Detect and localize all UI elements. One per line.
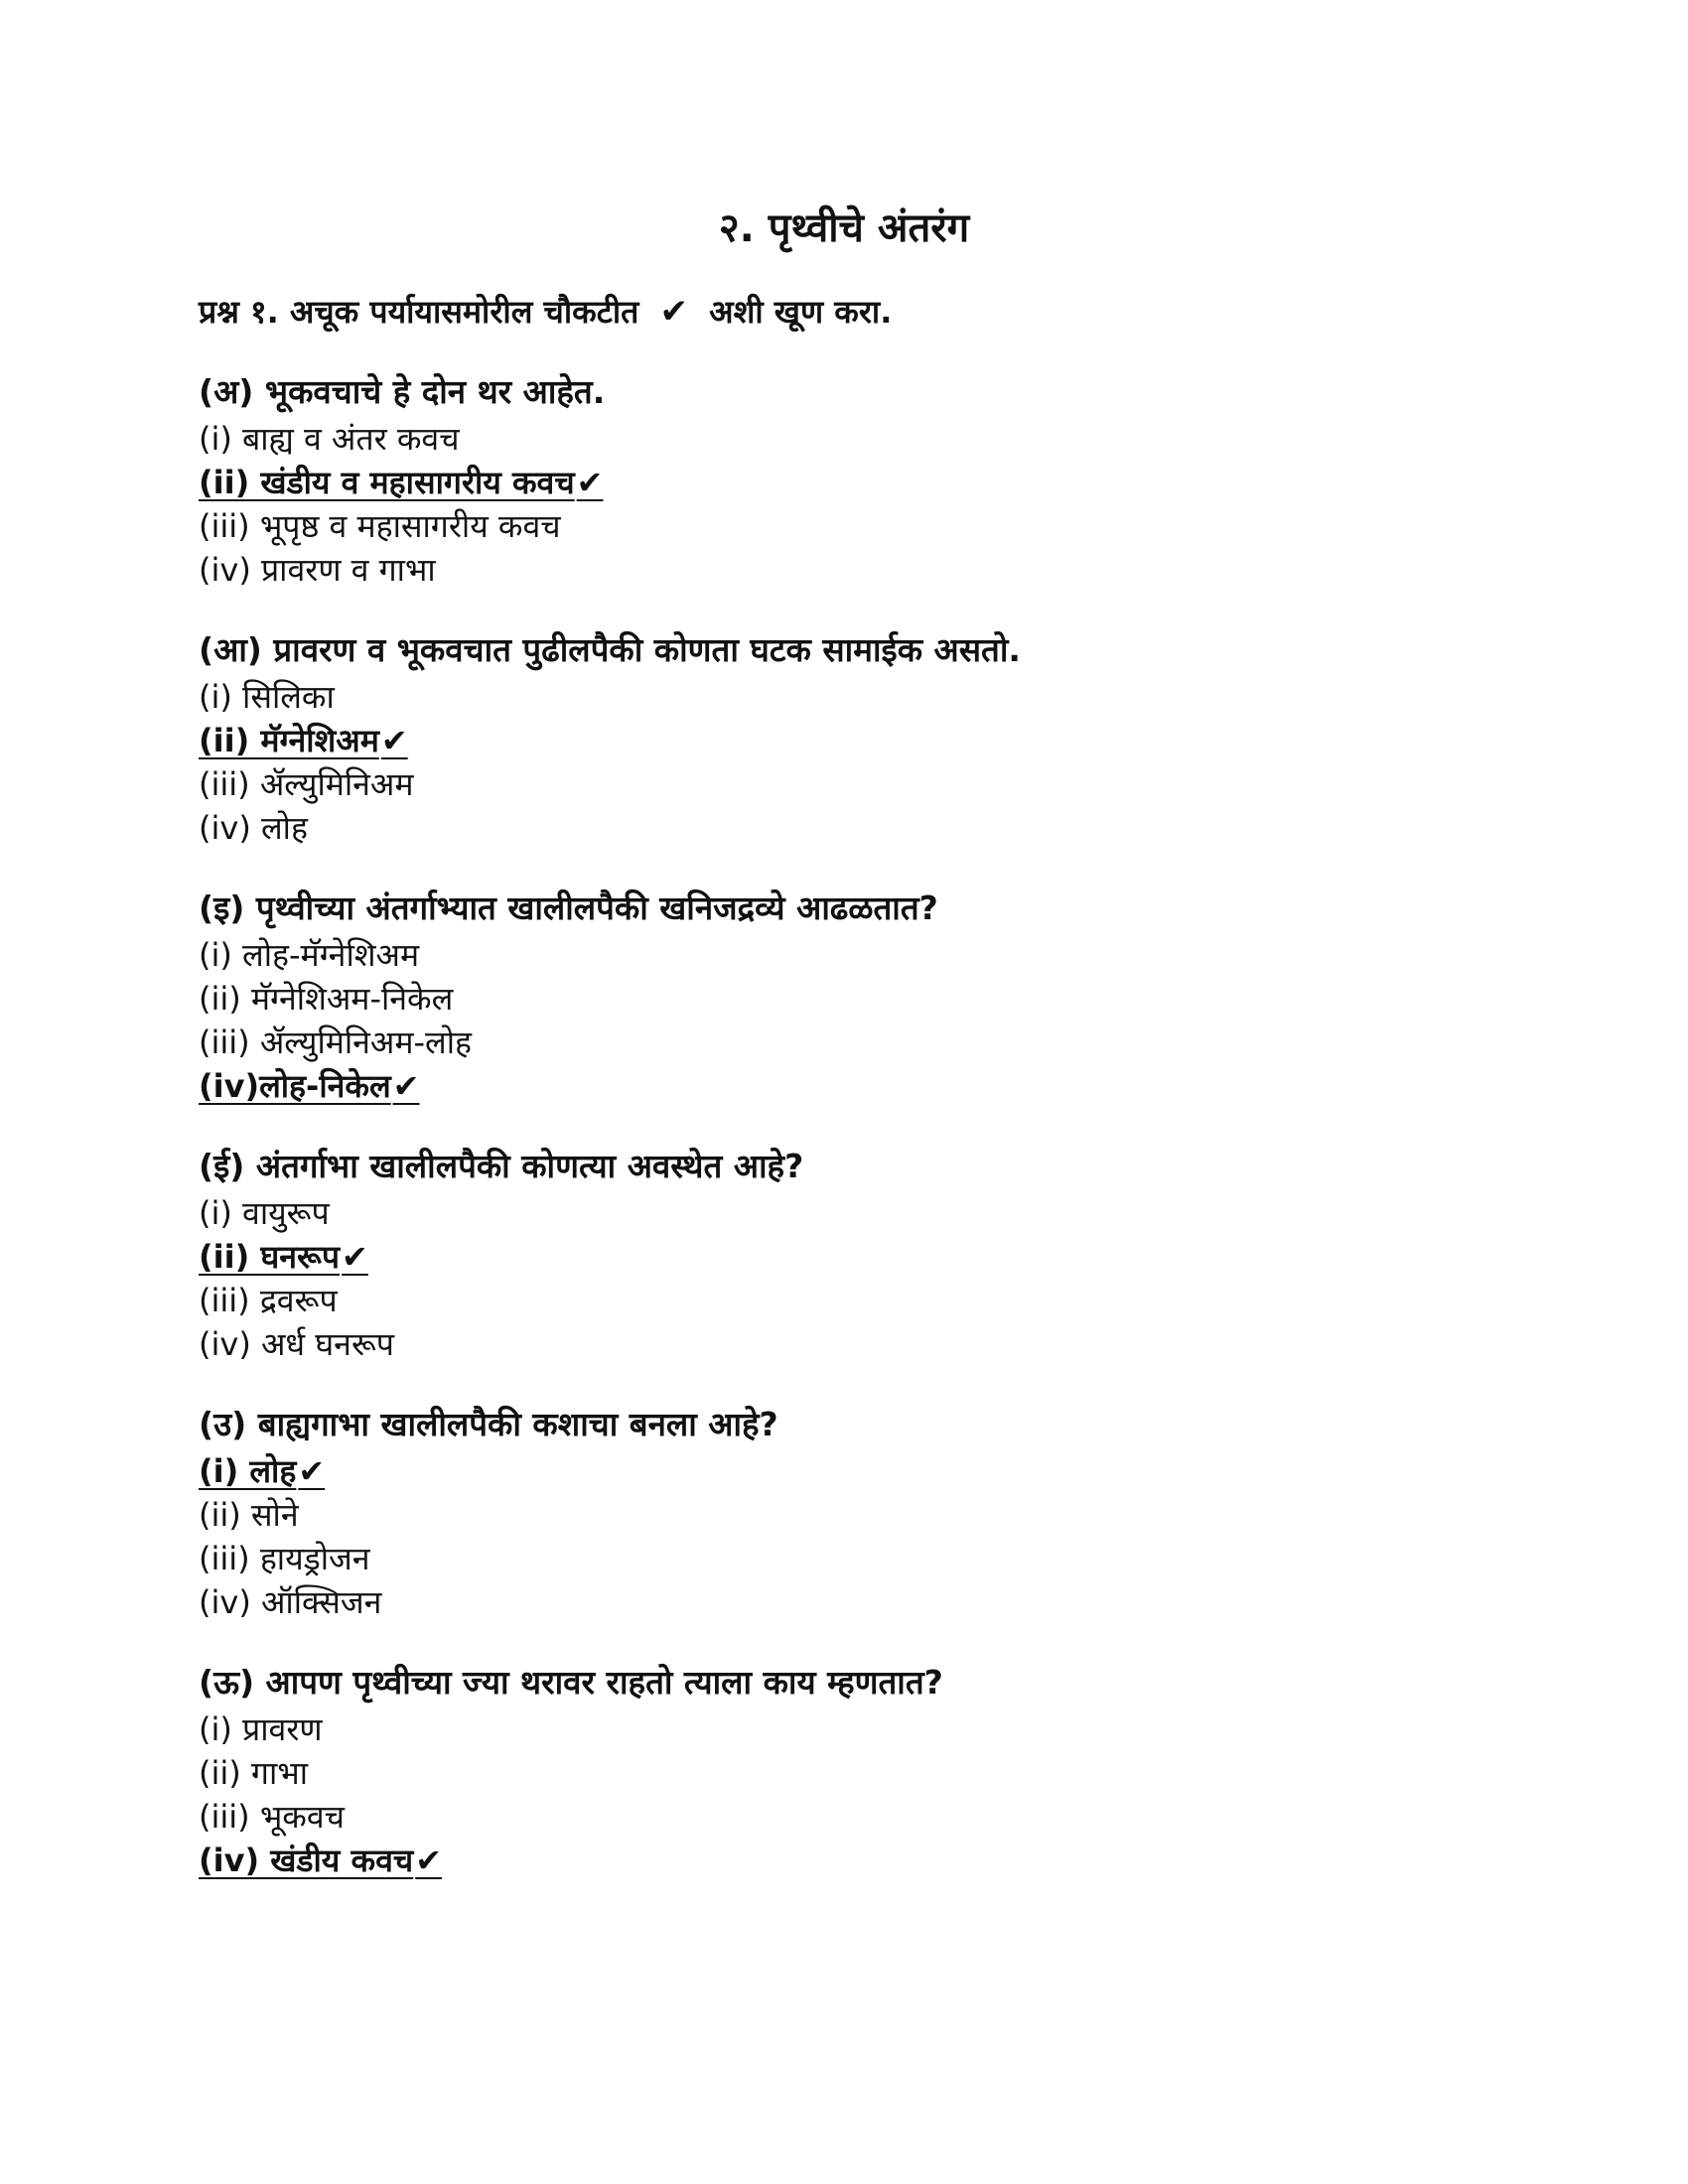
- question-block: [199, 371, 1489, 592]
- question-text: (उ) बाह्यगाभा खालीलपैकी कशाचा बनला आहे?: [199, 1405, 778, 1443]
- option-wrap: [199, 1754, 308, 1792]
- option: [199, 1021, 1489, 1064]
- question-list: [199, 371, 1489, 1920]
- option-wrap: [199, 420, 460, 458]
- check-mark-icon: ✔: [392, 1067, 420, 1105]
- correct-option: [199, 1064, 1489, 1108]
- option-wrap: [199, 1540, 370, 1577]
- option-wrap: [199, 551, 436, 589]
- option-wrap: [199, 1710, 323, 1748]
- question-block: [199, 1146, 1489, 1366]
- option-label: (ii) मॅग्नेशिअम-निकेल: [199, 980, 454, 1018]
- instruction-text: प्रश्न १. अचूक पर्यायासमोरील चौकटीत: [199, 293, 639, 331]
- check-mark-icon: ✔: [415, 1842, 443, 1879]
- option-wrap: [199, 936, 419, 974]
- option-wrap: [199, 1238, 368, 1276]
- option: [199, 417, 1489, 461]
- question-text: (इ) पृथ्वीच्या अंतर्गाभ्यात खालीलपैकी खनिजद्रव्ये आढळतात?: [199, 888, 938, 927]
- option: [199, 1191, 1489, 1235]
- option-label: (iv) ऑक्सिजन: [199, 1583, 382, 1621]
- correct-option: [199, 719, 1489, 762]
- option-wrap: [199, 1798, 345, 1836]
- option-label: (iii) द्रवरूप: [199, 1282, 338, 1319]
- instruction-line: [199, 290, 892, 333]
- option-label: (iii) हायड्रोजन: [199, 1540, 370, 1577]
- check-mark-icon: ✔: [298, 1452, 326, 1490]
- check-mark-icon: ✔: [659, 292, 689, 332]
- correct-option: [199, 461, 1489, 504]
- question-text: (आ) प्रावरण व भूकवचात पुढीलपैकी कोणता घटक सामाईक असतो.: [199, 630, 1021, 669]
- option-label: (i) सिलिका: [199, 678, 335, 716]
- option-label: (i) बाह्य व अंतर कवच: [199, 420, 460, 458]
- question-block: [199, 1662, 1489, 1882]
- option-label: (i) वायुरूप: [199, 1194, 330, 1232]
- option-wrap: [199, 980, 453, 1018]
- instruction-text-end: अशी खूण करा.: [709, 293, 893, 331]
- option-wrap: [199, 1067, 419, 1105]
- option-wrap: [199, 1842, 442, 1879]
- option: [199, 1795, 1489, 1839]
- option-label: (i) लोह: [199, 1452, 297, 1490]
- option-label: (iv) लोह: [199, 809, 308, 847]
- option: [199, 1751, 1489, 1795]
- option: [199, 548, 1489, 592]
- option-label: (ii) सोने: [199, 1496, 299, 1534]
- option: [199, 1580, 1489, 1624]
- correct-option: [199, 1235, 1489, 1279]
- option: [199, 1493, 1489, 1537]
- page-title: २. पृथ्वीचे अंतरंग: [718, 205, 970, 251]
- option-label: (iii) ॲल्युमिनिअम: [199, 765, 414, 803]
- option: [199, 1279, 1489, 1322]
- option: [199, 762, 1489, 806]
- option-label: (iv) प्रावरण व गाभा: [199, 551, 436, 589]
- option-label: (i) लोह-मॅग्नेशिअम: [199, 936, 420, 974]
- check-mark-icon: ✔: [576, 464, 604, 501]
- question-text: (अ) भूकवचाचे हे दोन थर आहेत.: [199, 372, 606, 411]
- correct-option: [199, 1839, 1489, 1882]
- option-label: (iii) ॲल्युमिनिअम-लोह: [199, 1024, 473, 1061]
- option: [199, 933, 1489, 977]
- option: [199, 977, 1489, 1021]
- option: [199, 1322, 1489, 1366]
- question-block: [199, 1404, 1489, 1624]
- option-wrap: [199, 1325, 394, 1363]
- option-label: (iv) अर्ध घनरूप: [199, 1325, 394, 1363]
- option-wrap: [199, 765, 414, 803]
- option-wrap: [199, 1194, 330, 1232]
- option-label: (ii) खंडीय व महासागरीय कवच: [199, 464, 575, 501]
- option-wrap: [199, 507, 561, 545]
- option-wrap: [199, 678, 335, 716]
- option-label: (i) प्रावरण: [199, 1710, 323, 1748]
- question-text: (ई) अंतर्गाभा खालीलपैकी कोणत्या अवस्थेत आहे?: [199, 1147, 804, 1185]
- option-label: (iii) भूकवच: [199, 1798, 345, 1836]
- option-wrap: [199, 464, 603, 501]
- option-wrap: [199, 1583, 381, 1621]
- option-wrap: [199, 1496, 299, 1534]
- option-wrap: [199, 809, 308, 847]
- option: [199, 806, 1489, 850]
- option-label: (iv) खंडीय कवच: [199, 1842, 414, 1879]
- option-label: (ii) मॅग्नेशिअम: [199, 722, 379, 759]
- check-mark-icon: ✔: [380, 722, 408, 759]
- option: [199, 1707, 1489, 1751]
- option: [199, 1537, 1489, 1580]
- check-mark-icon: ✔: [342, 1238, 368, 1276]
- option-wrap: [199, 1452, 325, 1490]
- option-label: (ii) गाभा: [199, 1754, 309, 1792]
- option: [199, 675, 1489, 719]
- question-block: [199, 629, 1489, 850]
- option-wrap: [199, 1282, 338, 1319]
- option-wrap: [199, 722, 408, 759]
- question-text: (ऊ) आपण पृथ्वीच्या ज्या थरावर राहतो त्याला काय म्हणतात?: [199, 1663, 943, 1702]
- option-label: (ii) घनरूप: [199, 1238, 341, 1276]
- correct-option: [199, 1449, 1489, 1493]
- option-wrap: [199, 1024, 472, 1061]
- option: [199, 504, 1489, 548]
- option-label: (iv)लोह-निकेल: [199, 1067, 391, 1105]
- option-label: (iii) भूपृष्ठ व महासागरीय कवच: [199, 507, 561, 545]
- question-block: [199, 887, 1489, 1108]
